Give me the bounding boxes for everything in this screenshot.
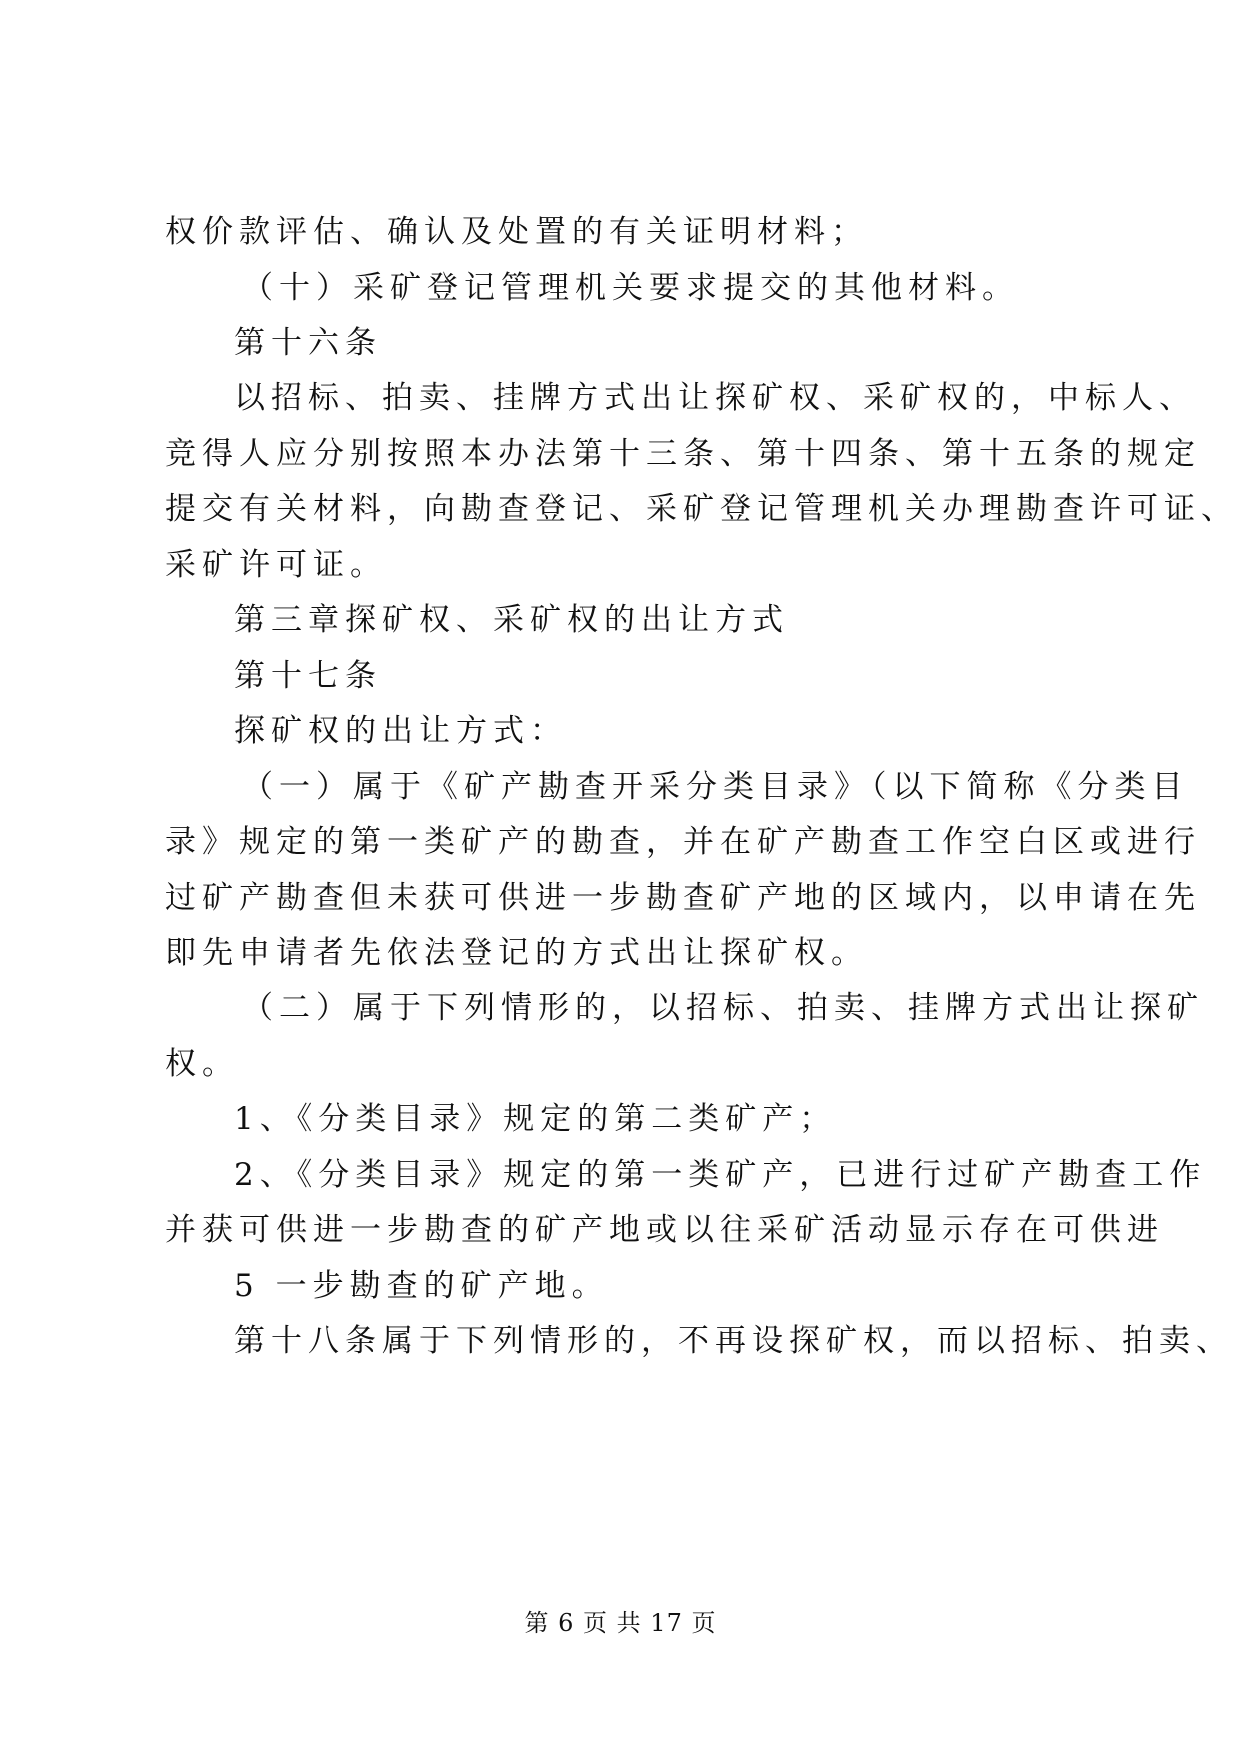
text-line-19: 并获可供进一步勘查的矿产地或以往采矿活动显示存在可供进: [165, 1212, 1164, 1248]
article-heading-16: 第十六条: [234, 325, 382, 361]
text-line-15: （二）属于下列情形的，以招标、拍卖、挂牌方式出让探矿: [242, 990, 1204, 1026]
text-line-5: 竞得人应分别按照本办法第十三条、第十四条、第十五条的规定: [165, 436, 1201, 472]
text-line-14: 即先申请者先依法登记的方式出让探矿权。: [165, 935, 868, 971]
text-line-18: 2、《分类目录》规定的第一类矿产，已进行过矿产勘查工作: [234, 1157, 1207, 1193]
article-heading-17: 第十七条: [234, 658, 382, 694]
text-line-4: 以招标、拍卖、挂牌方式出让探矿权、采矿权的，中标人、: [234, 380, 1196, 416]
text-line-16: 权。: [165, 1046, 239, 1082]
text-line-6: 提交有关材料，向勘查登记、采矿登记管理机关办理勘查许可证、: [165, 491, 1238, 527]
text-line-1: 权价款评估、确认及处置的有关证明材料；: [165, 214, 868, 250]
text-line-7: 采矿许可证。: [165, 547, 387, 583]
text-line-21: 第十八条属于下列情形的，不再设探矿权，而以招标、拍卖、: [234, 1323, 1233, 1359]
page-footer: 第 6 页 共 17 页: [524, 1609, 717, 1637]
chapter-heading-3: 第三章探矿权、采矿权的出让方式: [234, 602, 789, 638]
text-line-17: 1、《分类目录》规定的第二类矿产；: [234, 1101, 837, 1137]
text-line-2: （十）采矿登记管理机关要求提交的其他材料。: [242, 270, 1019, 306]
text-line-20: 5 一步勘查的矿产地。: [234, 1268, 609, 1304]
text-line-11: （一）属于《矿产勘查开采分类目录》（以下简称《分类目: [242, 769, 1189, 805]
text-line-13: 过矿产勘查但未获可供进一步勘查矿产地的区域内，以申请在先: [165, 880, 1201, 916]
text-line-12: 录》规定的第一类矿产的勘查，并在矿产勘查工作空白区或进行: [165, 824, 1201, 860]
text-line-10: 探矿权的出让方式：: [234, 713, 567, 749]
